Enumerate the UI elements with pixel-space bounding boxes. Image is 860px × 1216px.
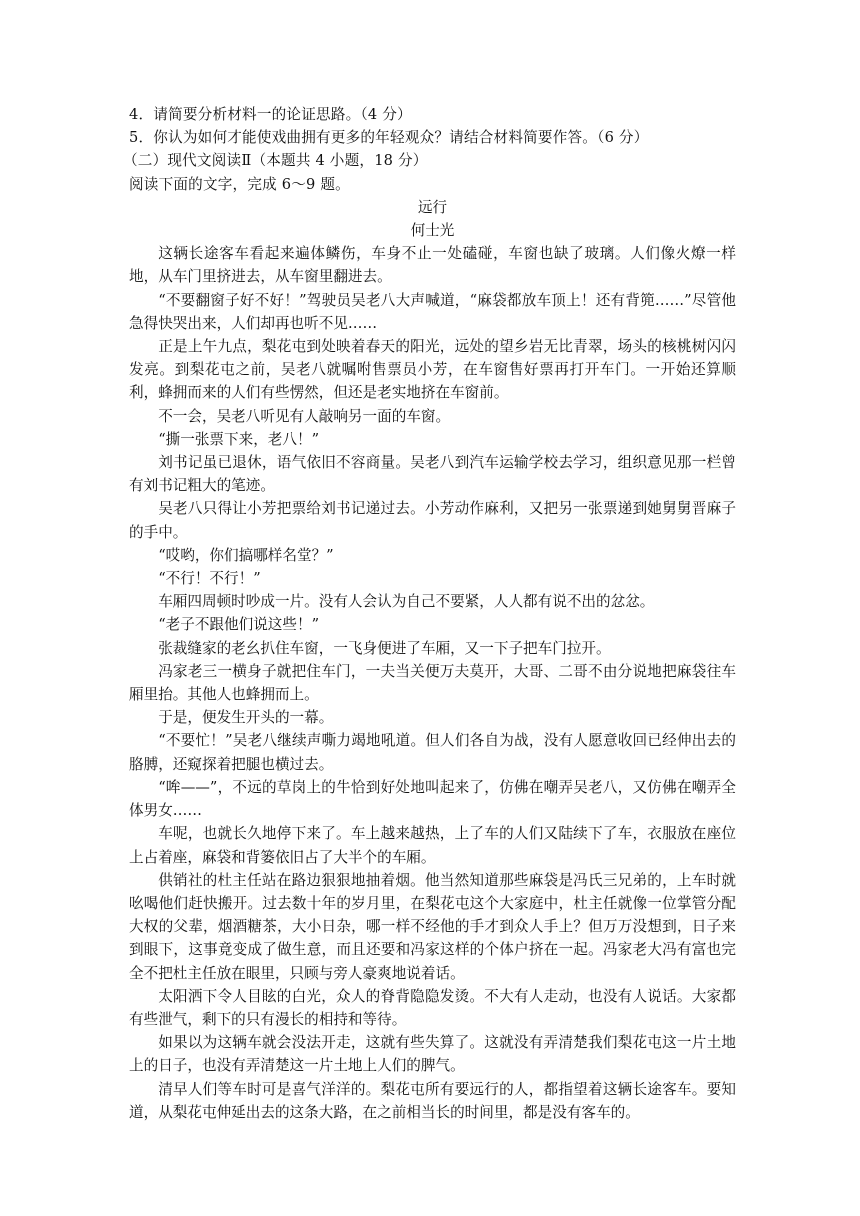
- paragraph: 吴老八只得让小芳把票给刘书记递过去。小芳动作麻利，又把另一张票递到她舅舅晋麻子的手中。: [129, 500, 736, 541]
- section-heading: （二）现代文阅读Ⅱ（本题共 4 小题，18 分）: [123, 152, 428, 170]
- paragraph: 正是上午九点，梨花屯到处映着春天的阳光，远处的望乡岩无比青翠，场头的核桃树闪闪发亮。到梨花屯之前，吴老八就嘱咐售票员小芳，在车窗售好票再打开车门。一开始还算顺利，蜂拥而来的人们有些愣然，但还是老实地挤在车窗前。: [129, 338, 736, 402]
- story-title: 远行: [417, 198, 448, 216]
- paragraph: “撕一张票下来，老八！”: [158, 430, 320, 448]
- paragraph: 这辆长途客车看起来遍体鳞伤，车身不止一处磕碰，车窗也缺了玻璃。人们像火燎一样地，从车门里挤进去，从车窗里翻进去。: [129, 245, 736, 286]
- paragraph: 车呢，也就长久地停下来了。车上越来越热，上了车的人们又陆续下了车，衣服放在座位上占着座，麻袋和背篓依旧占了大半个的车厢。: [129, 825, 736, 866]
- paragraph: 清早人们等车时可是喜气洋洋的。梨花屯所有要远行的人，都指望着这辆长途客车。要知道，从梨花屯伸延出去的这条大路，在之前相当长的时间里，都是没有客车的。: [129, 1080, 736, 1121]
- paragraph: 如果以为这辆车就会没法开走，这就有些失算了。这就没有弄清楚我们梨花屯这一片土地上的日子，也没有弄清楚这一片土地上人们的脾气。: [129, 1034, 736, 1075]
- question-5: 5．你认为如何才能使戏曲拥有更多的年轻观众？请结合材料简要作答。（6 分）: [129, 129, 649, 147]
- paragraph: 太阳洒下令人目眩的白光，众人的脊背隐隐发烫。不大有人走动，也没有人说话。大家都有些泄气，剩下的只有漫长的相持和等待。: [129, 987, 736, 1028]
- paragraph: 车厢四周顿时吵成一片。没有人会认为自己不要紧，人人都有说不出的忿忿。: [158, 593, 655, 611]
- document-page: [123, 103, 736, 1124]
- paragraph: “不行！不行！”: [158, 570, 261, 588]
- paragraph: 于是，便发生开头的一幕。: [158, 709, 334, 727]
- paragraph: 冯家老三一横身子就把住车门，一夫当关便万夫莫开，大哥、二哥不由分说地把麻袋往车厢里抬。其他人也蜂拥而上。: [129, 662, 736, 704]
- paragraph: 张裁缝家的老幺扒住车窗，一飞身便进了车厢，又一下子把车门拉开。: [158, 639, 611, 657]
- paragraph: “哞——”，不远的草岗上的牛恰到好处地叫起来了，仿佛在嘲弄吴老八，又仿佛在嘲弄全体男女……: [129, 778, 736, 820]
- paragraph: “不要翻窗子好不好！”驾驶员吴老八大声喊道，“麻袋都放车顶上！还有背篼……”尽管他急得快哭出来，人们却再也听不见……: [129, 291, 736, 332]
- reading-instruction: 阅读下面的文字，完成 6～9 题。: [129, 175, 350, 193]
- question-4: 4．请简要分析材料一的论证思路。（4 分）: [129, 106, 412, 123]
- paragraph: “老子不跟他们说这些！”: [158, 616, 320, 634]
- paragraph: 供销社的杜主任站在路边狠狠地抽着烟。他当然知道那些麻袋是冯氏三兄弟的，上车时就吆喝他们赶快搬开。过去数十年的岁月里，在梨花屯这个大家庭中，杜主任就像一位掌管分配大权的父辈，烟酒糖茶，大小日杂，哪一样不经他的手才到众人手上？但万万没想到，日子来到眼下，这事竟变成了做生意，而且还要和冯家这样的个体户挤在一起。冯家老大冯有富也完全不把杜主任放在眼里，只顾与旁人豪爽地说着话。: [129, 871, 736, 982]
- paragraph: 不一会，吴老八听见有人敲响另一面的车窗。: [158, 407, 451, 425]
- paragraph: “哎哟，你们搞哪样名堂？”: [158, 546, 334, 564]
- story-author: 何士光: [410, 222, 455, 240]
- paragraph: “不要忙！”吴老八继续声嘶力竭地吼道。但人们各自为战，没有人愿意收回已经伸出去的胳膊，还窥探着把腿也横过去。: [129, 732, 736, 773]
- paragraph: 刘书记虽已退休，语气依旧不容商量。吴老八到汽车运输学校去学习，组织意见那一栏曾有刘书记粗大的笔迹。: [129, 454, 736, 495]
